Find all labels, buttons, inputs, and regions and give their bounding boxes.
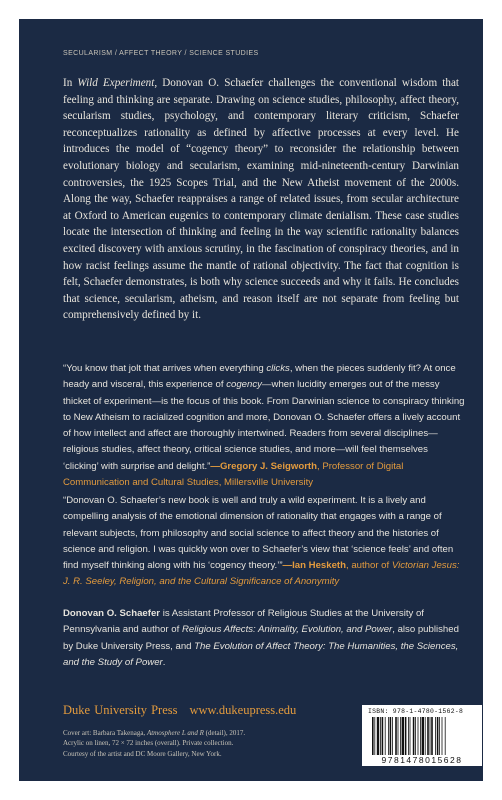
barcode-bars xyxy=(372,717,472,755)
barcode-bar xyxy=(422,717,424,755)
barcode-bar xyxy=(442,717,443,755)
barcode-bar xyxy=(382,717,384,755)
author-bio: Donovan O. Schaefer is Assistant Professor of Religious Studies at the University of Pennsylvania and author of Religious Affects: Animality, Evolution, and Power, also published by Duke University Press, and The Evolution of Affect Theory: The Humanities, the Sciences, and the Study of Power. xyxy=(63,608,459,668)
barcode-bar xyxy=(398,717,399,755)
barcode-bar xyxy=(385,717,386,755)
endorser-1: —Gregory J. Seigworth, Professor of Digital Communication and Cultural Studies, Millersville University xyxy=(63,460,404,489)
barcode-bar xyxy=(402,717,404,755)
barcode-bar xyxy=(445,717,446,755)
endorser-2-book: Victorian Jesus: J. R. Seeley, Religion, and the Cultural Significance of Anonymity xyxy=(63,560,460,588)
barcode-bar xyxy=(388,717,389,755)
barcode-bar xyxy=(435,717,436,755)
endorsement-quote-1: “You know that jolt that arrives when everything clicks, when the pieces suddenly fit? At once heady and visceral, this experience of cogency—when lucidity emerges out of the messy thicket of experiment—is the focus of this book. From Darwinian science to conspiracy thinking to New Atheism to racialized cognition and more, Donovan O. Schaefer offers a lively account of how intellect and affect are thoroughly intertwined. Readers from several disciplines—religious studies, affect theory, critical science studies, and more—will feel themselves ‘clicking’ with surprise and delight.”—Gregory J. Seigworth, Professor of Digital Communication and Cultural Studies, Millersville University xyxy=(63,363,465,489)
barcode-bar xyxy=(390,717,392,755)
endorser-2: —Ian Hesketh, author of Victorian Jesus: J. R. Seeley, Religion, and the Cultural Significance of Anonymity xyxy=(63,560,460,588)
endorser-2-name: Ian Hesketh xyxy=(292,560,346,572)
book-title: Wild Experiment xyxy=(77,77,155,89)
book-description: In Wild Experiment, Donovan O. Schaefer challenges the conventional wisdom that feeling and thinking are separate. Drawing on science studies, philosophy, affect theory, secularism studies, psychology, and contemporary literary criticism, Schaefer reconceptualizes rationality as defined by affective processes at every level. He introduces the model of “cogency theory” to reconsider the relationship between evolutionary biology and secularism, examining mid-nineteenth-century Darwinian controversies, the 1925 Scopes Trial, and the New Atheist movement of the 2000s. Along the way, Schaefer reappraises a range of related issues, from secular architecture at Oxford to American eugenics to contemporary climate denialism. These case studies locate the intersection of thinking and feeling in the way scientific rationality balances excited discovery with anxious scrutiny, in the fascination of conspiracy theories, and in how racist feelings assume the mantle of rational objectivity. The fact that cognition is felt, Schaefer demonstrates, is both why science succeeds and why it fails. He concludes that science, secularism, atheism, and reason itself are not separate from feeling but comprehensively defined by it. xyxy=(63,77,459,322)
barcode-bar xyxy=(400,717,401,755)
cover-art-credits: Cover art: Barbara Takenaga, Atmosphere L and R (detail), 2017. Acrylic on linen, 72 × 72 inches (overall). Private collection. Courtesy of the artist and DC Moore Gallery, New York. xyxy=(63,729,246,758)
barcode-bar xyxy=(437,717,439,755)
barcode-bar xyxy=(374,717,375,755)
barcode-bar xyxy=(395,717,397,755)
isbn-label: ISBN: 978-1-4780-1562-8 xyxy=(368,708,464,715)
back-cover xyxy=(19,19,483,781)
endorser-1-affiliation: , Professor of Digital Communication and Cultural Studies, Millersville University xyxy=(63,460,404,489)
author-name: Donovan O. Schaefer xyxy=(63,608,161,619)
barcode-bar xyxy=(425,717,426,755)
publisher-url: www.dukeupress.edu xyxy=(189,703,297,717)
barcode-bar xyxy=(410,717,411,755)
barcode-bar xyxy=(377,717,379,755)
barcode-bar xyxy=(392,717,393,755)
barcode-bar xyxy=(405,717,407,755)
isbn-barcode xyxy=(362,705,482,766)
subject-categories: SECULARISM / AFFECT THEORY / SCIENCE STUDIES xyxy=(63,50,259,57)
barcode-number: 9781478015628 xyxy=(381,755,463,765)
barcode-bar xyxy=(427,717,429,755)
endorsement-quote-2: “Donovan O. Schaefer’s new book is well and truly a wild experiment. It is a lively and compelling analysis of the emotional dimension of rationality that engages with a range of relevant subjects, from philosophy and social science to affect theory and the histories of science and religion. I was quickly won over to Schaefer’s view that ‘science feels’ and often find myself thinking along with his ‘cogency theory.’”—Ian Hesketh, author of Victorian Jesus: J. R. Seeley, Religion, and the Cultural Significance of Anonymity xyxy=(63,495,460,588)
endorser-1-name: Gregory J. Seigworth xyxy=(219,460,317,472)
barcode-bar xyxy=(418,717,419,755)
barcode-bar xyxy=(413,717,415,755)
publisher-footer xyxy=(63,703,296,718)
barcode-bar xyxy=(380,717,381,755)
barcode-bar xyxy=(408,717,409,755)
barcode-bar xyxy=(420,717,421,755)
publisher-name: Duke University Press xyxy=(63,703,178,717)
barcode-bar xyxy=(431,717,433,755)
barcode-bar xyxy=(439,717,440,755)
barcode-bar xyxy=(372,717,374,755)
barcode-bar xyxy=(430,717,431,755)
barcode-bar xyxy=(415,717,416,755)
